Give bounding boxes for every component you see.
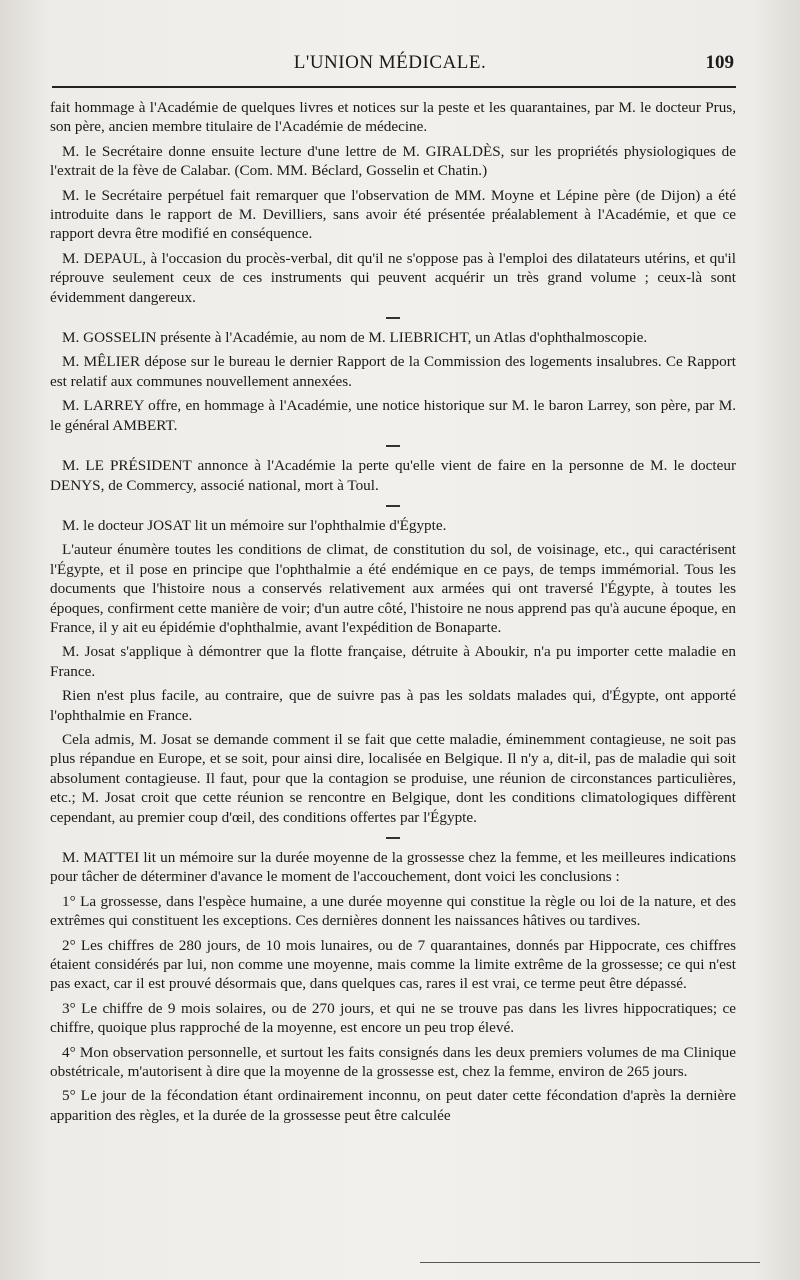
conclusion-2: 2° Les chiffres de 280 jours, de 10 mois lunaires, ou de 7 quarantaines, donnés par Hippocrate, ces chiffres étaient considérés par lui, non comme une moyenne, mais comme la limite extrême de la grossesse; ce qui n'est pas exact, car il est prouvé désormais que, dans quelques cas, rares il est vrai, ce terme peut être dépassé. xyxy=(50,936,736,993)
section-separator xyxy=(386,505,400,507)
paragraph-11: M. Josat s'applique à démontrer que la flotte française, détruite à Aboukir, n'a pu importer cette maladie en France. xyxy=(50,643,736,680)
body-text xyxy=(50,98,736,1130)
section-separator xyxy=(386,837,400,839)
header-rule xyxy=(52,86,736,88)
paragraph-7: M. LARREY offre, en hommage à l'Académie, une notice historique sur M. le baron Larrey, son père, par M. le général AMBERT. xyxy=(50,397,736,434)
page-number: 109 xyxy=(705,52,734,73)
paragraph-2: M. le Secrétaire donne ensuite lecture d'une lettre de M. GIRALDÈS, sur les propriétés physiologiques de l'extrait de la fève de Calabar. (Com. MM. Béclard, Gosselin et Chatin.) xyxy=(50,142,736,180)
paragraph-8: M. LE PRÉSIDENT annonce à l'Académie la perte qu'elle vient de faire en la personne de M. le docteur DENYS, de Commercy, associé national, mort à Toul. xyxy=(50,457,736,494)
paragraph-13: Cela admis, M. Josat se demande comment il se fait que cette maladie, éminemment contagieuse, ne soit pas plus répandue en Europe, et se soit, pour ainsi dire, localisée en Belgique. Il n'y a, dit-il, pas de maladie qui soit absolument contagieuse. Il faut, pour que la contagion se produise, une réunion de circonstances particulières, etc.; M. Josat croit que cette réunion se rencontre en Belgique, dont les conditions climatologiques diffèrent cependant, au premier coup d'œil, des conditions offertes par l'Égypte. xyxy=(50,730,736,826)
paragraph-10: L'auteur énumère toutes les conditions de climat, de constitution du sol, de voisinage, etc., qui caractérisent l'Égypte, et il pose en principe que l'ophthalmie a été endémique en ce pays, de temps immémorial. Tous les documents que l'histoire nous a conservés relativement aux armées qui ont traversé l'Égypte, à toutes les époques, confirment cette manière de voir; d'un autre côté, l'histoire ne nous apprend pas qu'à aucune époque, en France, il y ait eu épidémie d'ophthalmie, avant l'expédition de Bonaparte. xyxy=(50,541,736,636)
running-title: L'UNION MÉDICALE. xyxy=(293,52,487,73)
footer-rule xyxy=(420,1262,760,1263)
paragraph-6: M. MÊLIER dépose sur le bureau le dernier Rapport de la Commission des logements insalubres. Ce Rapport est relatif aux communes nouvellement annexées. xyxy=(50,353,736,390)
paragraph-9: M. le docteur JOSAT lit un mémoire sur l'ophthalmie d'Égypte. xyxy=(62,516,447,534)
paragraph-14: M. MATTEI lit un mémoire sur la durée moyenne de la grossesse chez la femme, et les meilleures indications pour tâcher de déterminer d'avance le moment de l'accouchement, dont voici les conclusions : xyxy=(50,849,736,886)
conclusion-1: 1° La grossesse, dans l'espèce humaine, a une durée moyenne qui constitue la règle ou loi de la nature, et des extrêmes qui constituent les exceptions. Ces dernières donnent les naissances hâtives ou tardives. xyxy=(50,892,736,930)
page-header xyxy=(52,48,734,78)
conclusion-4: 4° Mon observation personnelle, et surtout les faits consignés dans les deux premiers volumes de ma Clinique obstétricale, m'autorisent à dire que la moyenne de la grossesse est, chez la femme, environ de 265 jours. xyxy=(50,1043,736,1081)
conclusion-5: 5° Le jour de la fécondation étant ordinairement inconnu, on peut dater cette fécondation d'après la dernière apparition des règles, et la durée de la grossesse peut être calculée xyxy=(50,1087,736,1124)
paragraph-1: fait hommage à l'Académie de quelques livres et notices sur la peste et les quarantaines, par M. le docteur Prus, son père, ancien membre titulaire de l'Académie de médecine. xyxy=(50,99,736,136)
section-separator xyxy=(386,445,400,447)
paragraph-5: M. GOSSELIN présente à l'Académie, au nom de M. LIEBRICHT, un Atlas d'ophthalmoscopie. xyxy=(62,329,648,347)
paragraph-3: M. le Secrétaire perpétuel fait remarquer que l'observation de MM. Moyne et Lépine père (de Dijon) a été introduite dans le rapport de M. Devilliers, sans avoir été présentée préalablement à l'Académie, et que ce rapport devra être modifié en conséquence. xyxy=(50,186,736,243)
conclusion-3: 3° Le chiffre de 9 mois solaires, ou de 270 jours, et qui ne se trouve pas dans les livres hippocratiques; ce chiffre, quoique plus rapproché de la moyenne, est encore un peu trop élevé. xyxy=(50,999,736,1037)
section-separator xyxy=(386,317,400,319)
paragraph-12: Rien n'est plus facile, au contraire, que de suivre pas à pas les soldats malades qui, d'Égypte, ont apporté l'ophthalmie en France. xyxy=(50,687,736,724)
paragraph-4: M. DEPAUL, à l'occasion du procès-verbal, dit qu'il ne s'oppose pas à l'emploi des dilatateurs utérins, et qu'il réprouve seulement ceux de ces instruments qui peuvent acquérir un très grand volume ; ceux-là sont évidemment dangereux. xyxy=(50,249,736,306)
